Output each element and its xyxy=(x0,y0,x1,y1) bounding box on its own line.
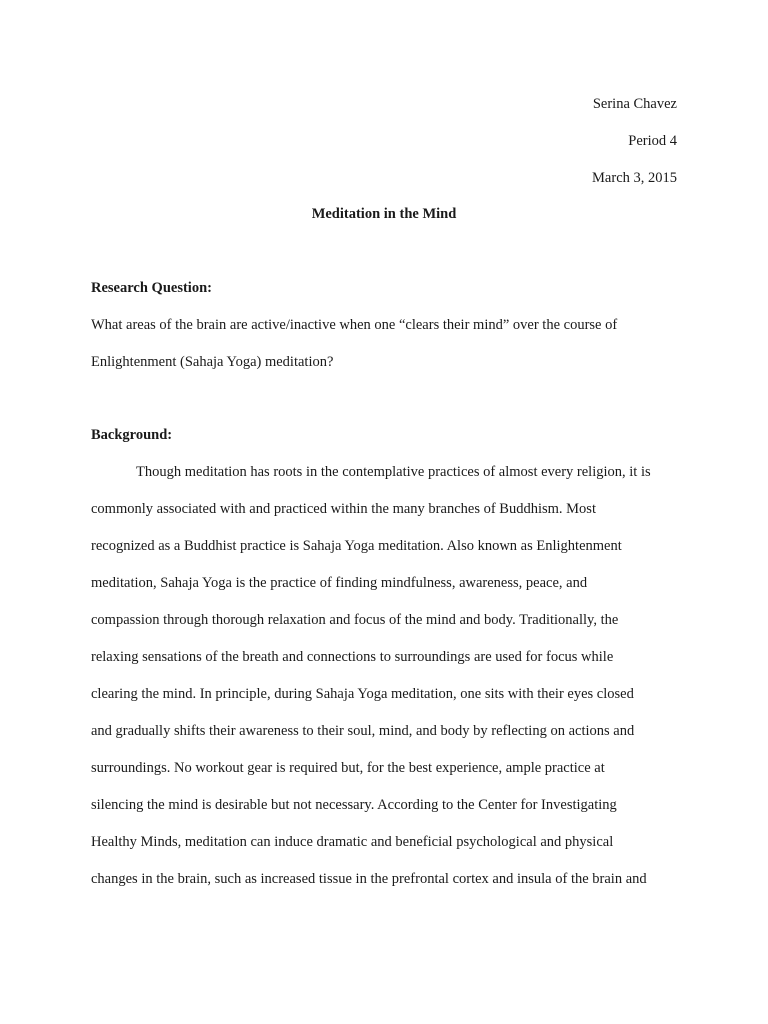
background-paragraph-line: and gradually shifts their awareness to their soul, mind, and body by reflecting on actions and xyxy=(91,723,635,739)
background-paragraph-line: meditation, Sahaja Yoga is the practice of finding mindfulness, awareness, peace, and xyxy=(91,575,588,591)
document-title: Meditation in the Mind xyxy=(311,206,457,222)
background-paragraph-line: silencing the mind is desirable but not necessary. According to the Center for Investigating xyxy=(91,797,617,813)
document-date: March 3, 2015 xyxy=(592,170,677,186)
class-period: Period 4 xyxy=(628,133,677,149)
research-question-line: What areas of the brain are active/inactive when one “clears their mind” over the course of xyxy=(91,317,618,333)
background-paragraph-line: Healthy Minds, meditation can induce dramatic and beneficial psychological and physical xyxy=(91,834,614,850)
research-question-line: Enlightenment (Sahaja Yoga) meditation? xyxy=(91,354,334,370)
background-paragraph-line: relaxing sensations of the breath and connections to surroundings are used for focus while xyxy=(91,649,614,665)
background-paragraph-line: clearing the mind. In principle, during Sahaja Yoga meditation, one sits with their eyes closed xyxy=(91,686,634,702)
background-paragraph-line: surroundings. No workout gear is required but, for the best experience, ample practice at xyxy=(91,760,605,776)
background-paragraph-line: recognized as a Buddhist practice is Sahaja Yoga meditation. Also known as Enlightenment xyxy=(91,538,622,554)
background-heading: Background: xyxy=(91,427,173,443)
background-paragraph-line: commonly associated with and practiced within the many branches of Buddhism. Most xyxy=(91,501,596,517)
author-name: Serina Chavez xyxy=(592,96,677,112)
background-paragraph-line: changes in the brain, such as increased tissue in the prefrontal cortex and insula of the brain and xyxy=(91,871,647,887)
research-question-heading: Research Question: xyxy=(91,280,212,296)
background-paragraph-line: compassion through thorough relaxation and focus of the mind and body. Traditionally, the xyxy=(91,612,619,628)
background-paragraph-line: Though meditation has roots in the contemplative practices of almost every religion, it is xyxy=(136,464,651,480)
